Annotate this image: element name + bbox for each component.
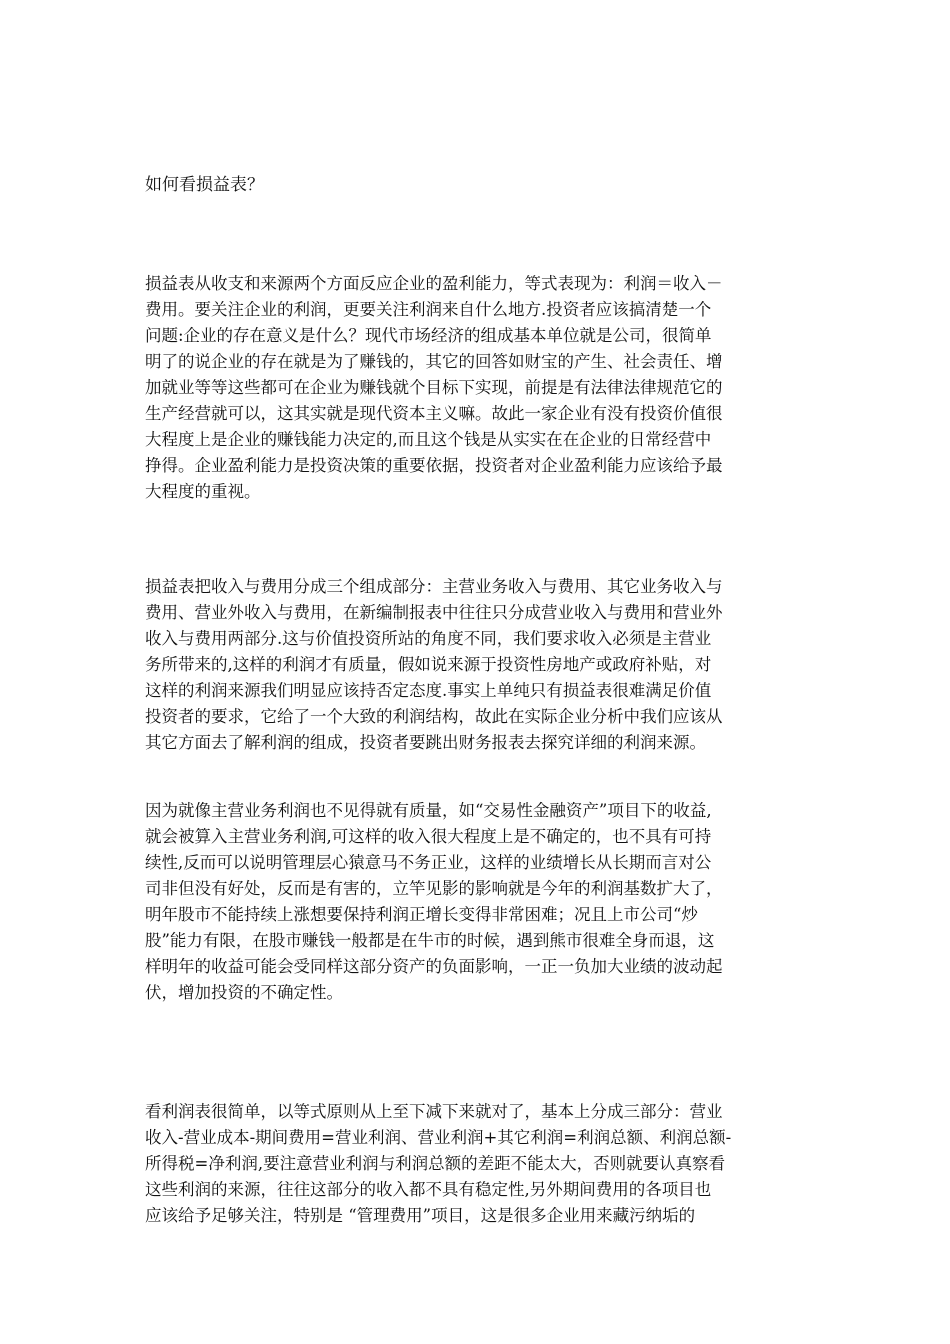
paragraph-line: 样明年的收益可能会受同样这部分资产的负面影响，一正一负加大业绩的波动起 (145, 957, 723, 976)
paragraph-line: 大程度上是企业的赚钱能力决定的,而且这个钱是从实实在在企业的日常经营中 (145, 430, 712, 449)
paragraph-line: 这样的利润来源我们明显应该持否定态度.事实上单纯只有损益表很难满足价值 (145, 681, 712, 700)
paragraph-line: 其它方面去了解利润的组成，投资者要跳出财务报表去探究详细的利润来源。 (145, 733, 706, 752)
paragraph-line: 费用。要关注企业的利润，更要关注利润来自什么地方.投资者应该搞清楚一个 (145, 300, 712, 319)
paragraph-line: 这些利润的来源，往往这部分的收入都不具有稳定性,另外期间费用的各项目也 (145, 1180, 712, 1199)
paragraph-line: 生产经营就可以，这其实就是现代资本主义嘛。故此一家企业有没有投资价值很 (145, 404, 723, 423)
paragraph-line: 因为就像主营业务利润也不见得就有质量，如“交易性金融资产”项目下的收益, (145, 801, 712, 820)
paragraph-line: 伏，增加投资的不确定性。 (145, 983, 343, 1002)
paragraph-line: 收入与费用两部分.这与价值投资所站的角度不同，我们要求收入必须是主营业 (145, 629, 712, 648)
paragraph-line: 看利润表很简单，以等式原则从上至下减下来就对了，基本上分成三部分：营业 (145, 1102, 723, 1121)
paragraph-1 (145, 271, 813, 505)
paragraph-line: 就会被算入主营业务利润,可这样的收入很大程度上是不确定的，也不具有可持 (145, 827, 712, 846)
paragraph-line: 大程度的重视。 (145, 482, 261, 501)
document-title: 如何看损益表？ (145, 175, 264, 195)
paragraph-line: 务所带来的,这样的利润才有质量，假如说来源于投资性房地产或政府补贴，对 (145, 655, 712, 674)
paragraph-line: 问题:企业的存在意义是什么？现代市场经济的组成基本单位就是公司，很简单 (145, 326, 712, 345)
paragraph-line: 费用、营业外收入与费用，在新编制报表中往往只分成营业收入与费用和营业外 (145, 603, 723, 622)
paragraph-line: 应该给予足够关注，特别是 “管理费用”项目，这是很多企业用来藏污纳垢的 (145, 1206, 696, 1225)
paragraph-line: 收入-营业成本-期间费用=营业利润、营业利润+其它利润=利润总额、利润总额- (145, 1128, 732, 1147)
paragraph-4 (145, 1099, 813, 1229)
paragraph-3 (145, 798, 813, 1006)
paragraph-line: 投资者的要求，它给了一个大致的利润结构，故此在实际企业分析中我们应该从 (145, 707, 723, 726)
paragraph-line: 损益表从收支和来源两个方面反应企业的盈利能力，等式表现为：利润＝收入－ (145, 274, 723, 293)
paragraph-line: 司非但没有好处，反而是有害的，立竿见影的影响就是今年的利润基数扩大了， (145, 879, 723, 898)
paragraph-line: 续性,反而可以说明管理层心猿意马不务正业，这样的业绩增长从长期而言对公 (145, 853, 712, 872)
paragraph-line: 损益表把收入与费用分成三个组成部分：主营业务收入与费用、其它业务收入与 (145, 577, 723, 596)
paragraph-line: 挣得。企业盈利能力是投资决策的重要依据，投资者对企业盈利能力应该给予最 (145, 456, 723, 475)
paragraph-line: 明了的说企业的存在就是为了赚钱的，其它的回答如财宝的产生、社会责任、增 (145, 352, 723, 371)
paragraph-line: 加就业等等这些都可在企业为赚钱就个目标下实现，前提是有法律法律规范它的 (145, 378, 723, 397)
paragraph-2 (145, 574, 813, 756)
paragraph-line: 所得税=净利润,要注意营业利润与利润总额的差距不能太大，否则就要认真察看 (145, 1154, 726, 1173)
paragraph-line: 明年股市不能持续上涨想要保持利润正增长变得非常困难；况且上市公司“炒 (145, 905, 698, 924)
paragraph-line: 股”能力有限，在股市赚钱一般都是在牛市的时候，遇到熊市很难全身而退，这 (145, 931, 715, 950)
